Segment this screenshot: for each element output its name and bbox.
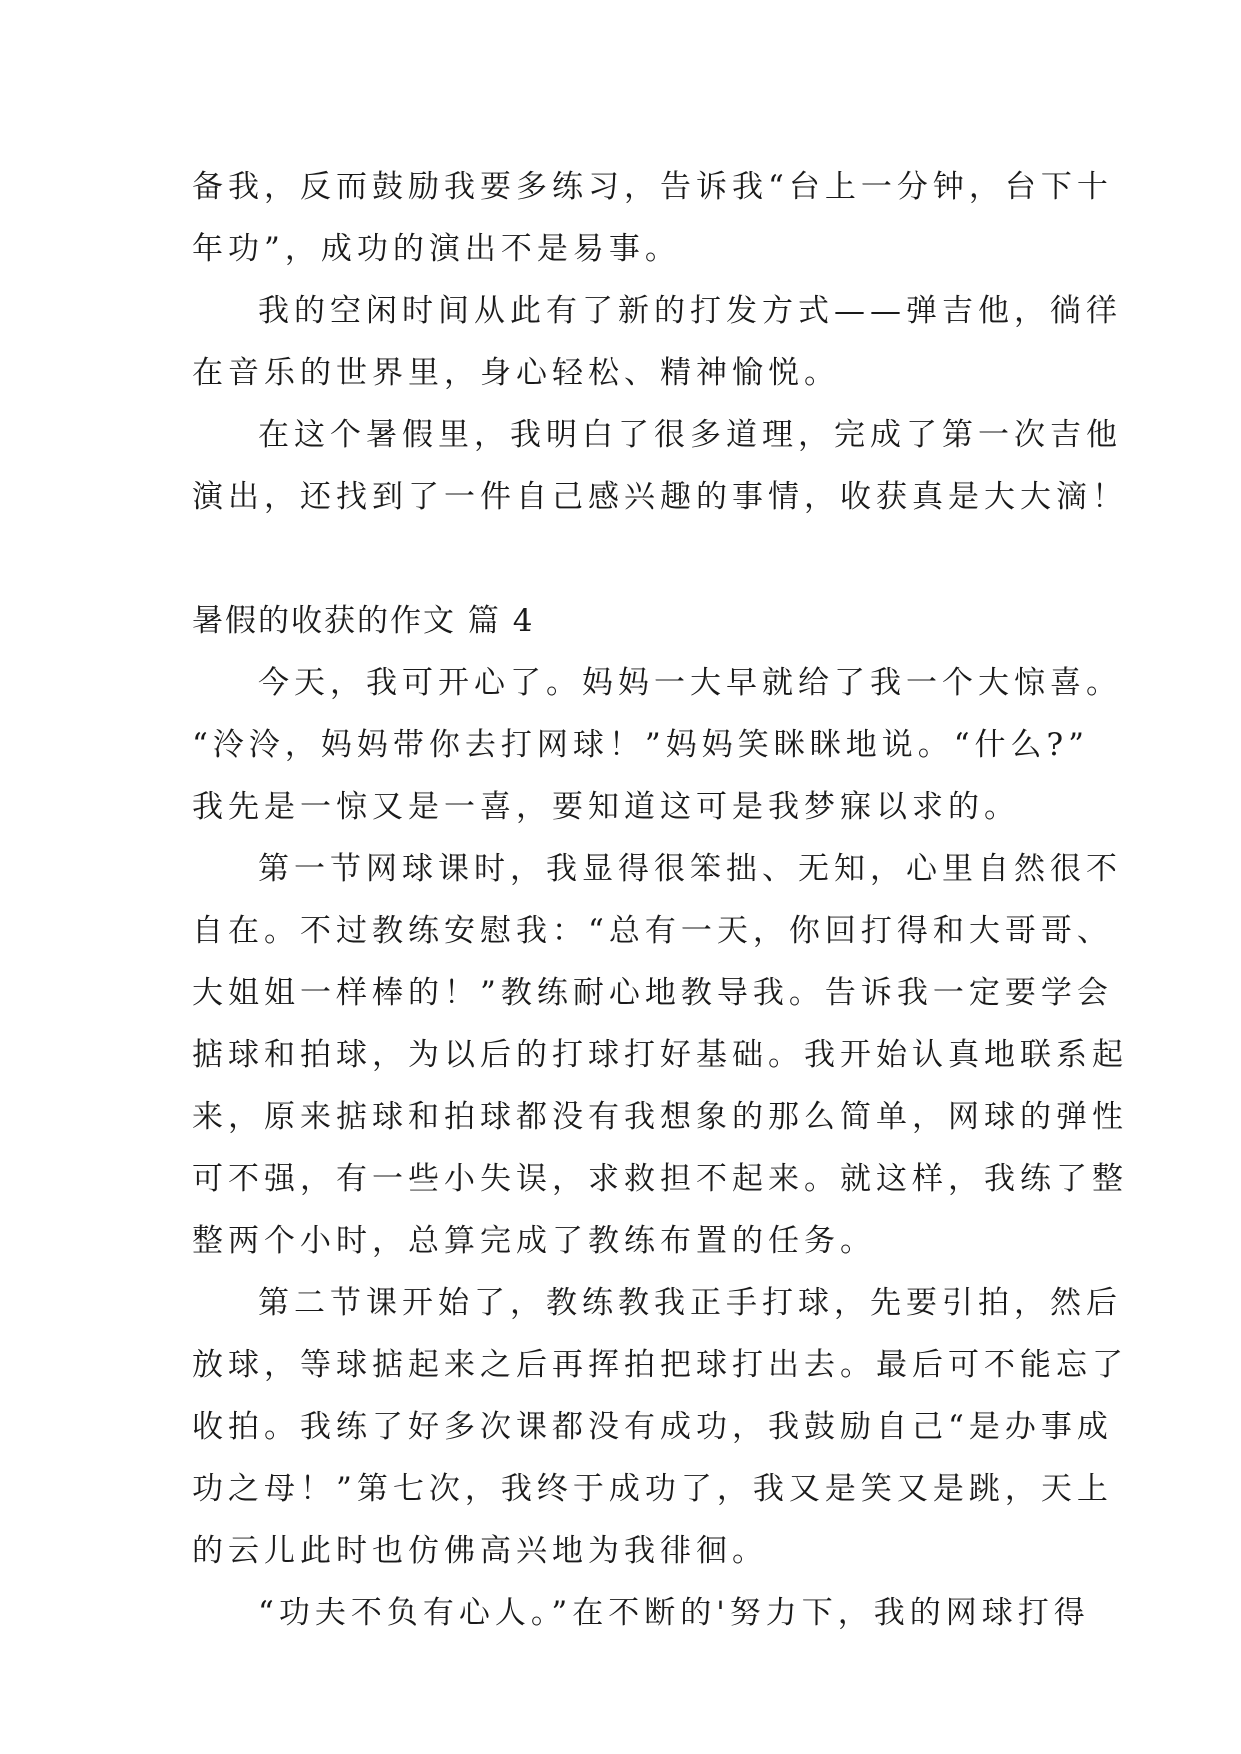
text-line: 自在。不过教练安慰我：“总有一天，你回打得和大哥哥、 xyxy=(192,913,1113,949)
text-line: 备我，反而鼓励我要多练习，告诉我“台上一分钟，台下十 xyxy=(192,169,1113,205)
text-line: 来，原来掂球和拍球都没有我想象的那么简单，网球的弹性 xyxy=(192,1099,1128,1135)
text-line: 整两个小时，总算完成了教练布置的任务。 xyxy=(192,1223,876,1259)
paragraph-continued xyxy=(192,156,1113,280)
paragraph xyxy=(192,1272,1128,1582)
text-line: 掂球和拍球，为以后的打球打好基础。我开始认真地联系起 xyxy=(192,1037,1128,1073)
text-line: 第二节课开始了，教练教我正手打球，先要引拍，然后 xyxy=(258,1285,1122,1321)
paragraph xyxy=(192,838,1128,1272)
text-line: “泠泠，妈妈带你去打网球！”妈妈笑眯眯地说。“什么?” xyxy=(192,727,1090,763)
text-line: 功之母！”第七次，我终于成功了，我又是笑又是跳，天上 xyxy=(192,1471,1113,1507)
text-line: 在音乐的世界里，身心轻松、精神愉悦。 xyxy=(192,355,840,391)
paragraph xyxy=(192,1582,1090,1644)
text-line: 年功”，成功的演出不是易事。 xyxy=(192,231,681,267)
text-line: 演出，还找到了一件自己感兴趣的事情，收获真是大大滴！ xyxy=(192,479,1128,515)
text-line: 在这个暑假里，我明白了很多道理，完成了第一次吉他 xyxy=(258,417,1122,453)
text-line: 我的空闲时间从此有了新的打发方式——弹吉他，徜徉 xyxy=(258,293,1122,329)
paragraph xyxy=(192,404,1128,528)
document-body xyxy=(192,156,1128,1644)
paragraph xyxy=(192,280,1122,404)
text-line: 可不强，有一些小失误，求救担不起来。就这样，我练了整 xyxy=(192,1161,1128,1197)
text-line: 大姐姐一样棒的！”教练耐心地教导我。告诉我一定要学会 xyxy=(192,975,1113,1011)
text-line: 今天，我可开心了。妈妈一大早就给了我一个大惊喜。 xyxy=(258,665,1122,701)
text-line: 我先是一惊又是一喜，要知道这可是我梦寐以求的。 xyxy=(192,789,1020,825)
text-line: 放球，等球掂起来之后再挥拍把球打出去。最后可不能忘了 xyxy=(192,1347,1128,1383)
text-line: 的云儿此时也仿佛高兴地为我徘徊。 xyxy=(192,1533,768,1569)
text-line: 收拍。我练了好多次课都没有成功，我鼓励自己“是办事成 xyxy=(192,1409,1113,1445)
section-heading: 暑假的收获的作文 篇 4 xyxy=(192,603,535,639)
text-line: 第一节网球课时，我显得很笨拙、无知，心里自然很不 xyxy=(258,851,1122,887)
paragraph xyxy=(192,652,1122,838)
text-line: “功夫不负有心人。”在不断的'努力下，我的网球打得 xyxy=(258,1595,1090,1631)
